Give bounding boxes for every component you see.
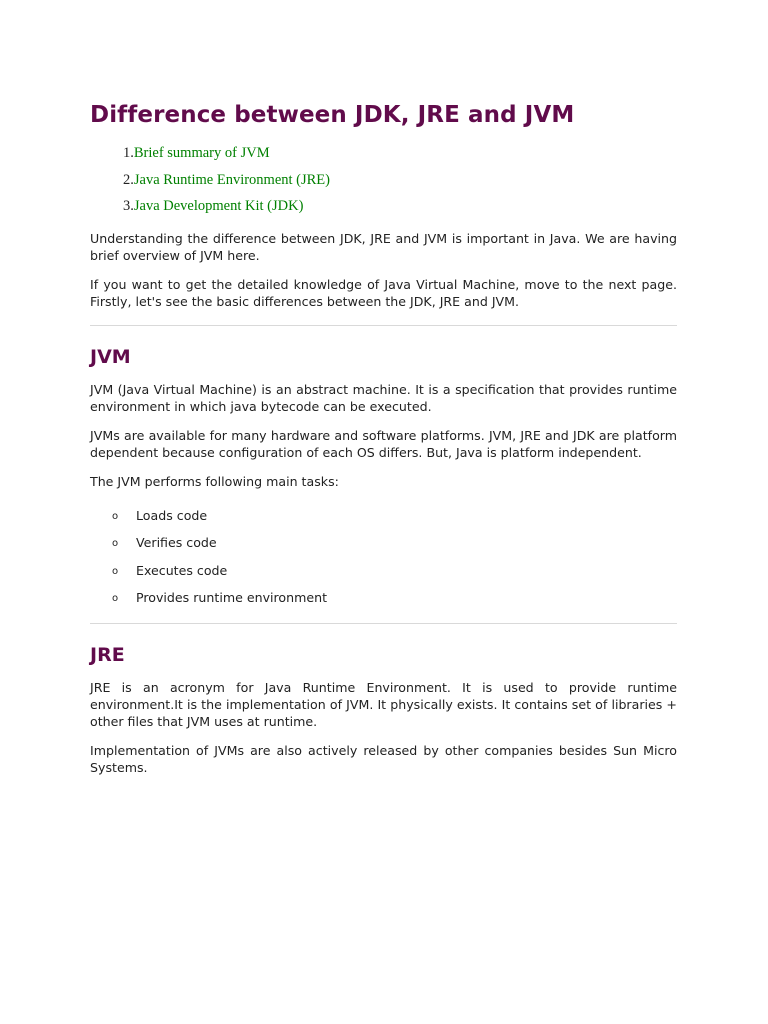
section-divider	[90, 623, 677, 624]
jvm-paragraph: JVMs are available for many hardware and software platforms. JVM, JRE and JDK are platform dependent because configuration of each OS differs. But, Java is platform independent.	[90, 427, 677, 460]
jvm-heading: JVM	[90, 345, 131, 368]
toc-link-jvm-summary[interactable]: Brief summary of JVM	[133, 145, 270, 161]
task-label: Provides runtime environment	[136, 590, 328, 605]
jre-paragraph: JRE is an acronym for Java Runtime Environment. It is used to provide runtime environment.It is the implementation of JVM. It physically exists. It contains set of libraries + other files that JVM uses at runtime.	[90, 679, 677, 729]
toc-link-jdk[interactable]: Java Development Kit (JDK)	[133, 198, 304, 214]
list-item	[112, 585, 677, 613]
page-title: Difference between JDK, JRE and JVM	[90, 102, 575, 128]
circle-bullet-icon: o	[112, 538, 119, 549]
list-item	[112, 530, 677, 558]
section-divider	[90, 325, 677, 326]
toc-number: 3.	[123, 198, 134, 214]
toc-item	[123, 193, 677, 220]
toc-link-jre[interactable]: Java Runtime Environment (JRE)	[133, 171, 330, 188]
toc-item	[123, 140, 677, 167]
circle-bullet-icon: o	[112, 593, 119, 604]
intro-paragraph: If you want to get the detailed knowledge of Java Virtual Machine, move to the next page. Firstly, let's see the basic differences between the JDK, JRE and JVM.	[90, 276, 677, 309]
document-page	[90, 98, 677, 776]
list-item	[112, 503, 677, 531]
intro-paragraph: Understanding the difference between JDK, JRE and JVM is important in Java. We are having brief overview of JVM here.	[90, 230, 677, 263]
circle-bullet-icon: o	[112, 510, 119, 522]
toc-number: 1.	[123, 145, 134, 161]
toc-item	[123, 167, 677, 194]
table-of-contents	[90, 140, 677, 220]
jvm-task-list	[90, 503, 677, 613]
jvm-paragraph: JVM (Java Virtual Machine) is an abstract machine. It is a specification that provides runtime environment in which java bytecode can be executed.	[90, 381, 677, 414]
jvm-paragraph: The JVM performs following main tasks:	[90, 473, 339, 489]
task-label: Executes code	[136, 562, 228, 578]
toc-number: 2.	[123, 171, 134, 188]
task-label: Verifies code	[136, 535, 217, 550]
jre-heading: JRE	[90, 643, 125, 666]
task-label: Loads code	[136, 507, 208, 523]
circle-bullet-icon: o	[112, 565, 119, 577]
list-item	[112, 558, 677, 586]
jre-paragraph: Implementation of JVMs are also actively released by other companies besides Sun Micro Systems.	[90, 742, 677, 775]
